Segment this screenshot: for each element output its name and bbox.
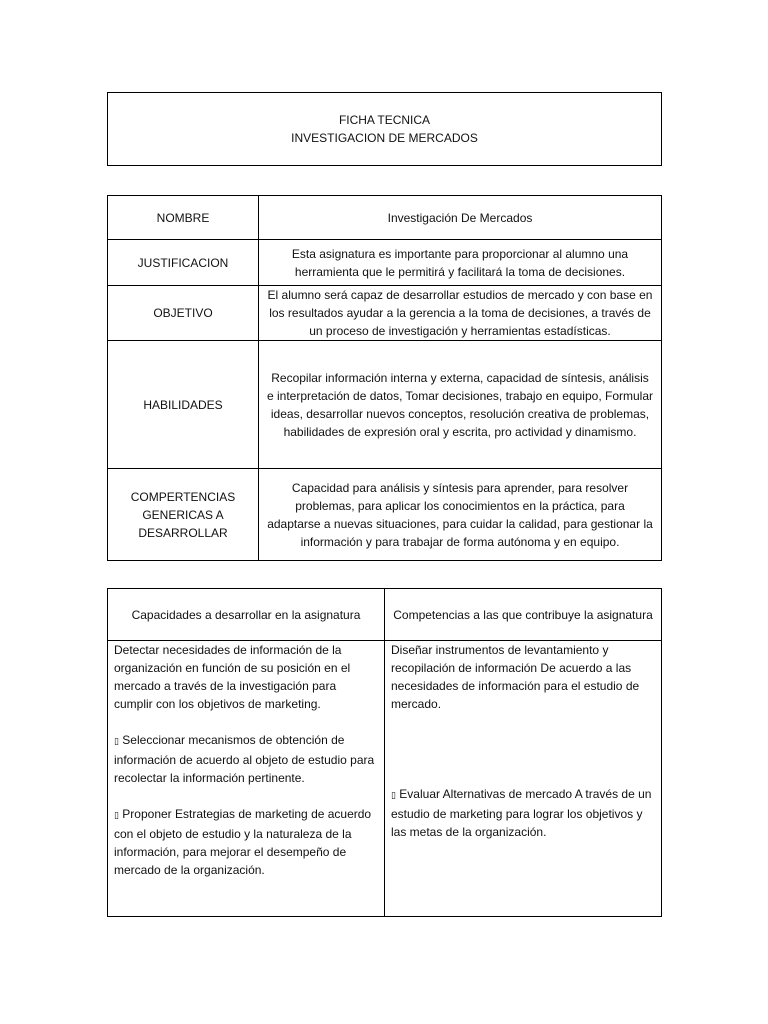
row-label-competencias: COMPERTENCIAS GENERICAS A DESARROLLAR	[108, 469, 259, 561]
table-row	[108, 469, 662, 561]
row-value-habilidades: Recopilar información interna y externa, capacidad de síntesis, análisis e interpretación de datos, Tomar decisiones, trabajo en equipo, Formular ideas, desarrollar nuevos conceptos, resolución creativa de problemas, habilidades de expresión oral y escrita, pro actividad y dinamismo.	[259, 341, 662, 469]
competencias-cell	[385, 641, 662, 917]
table-row	[108, 641, 662, 917]
table-row	[108, 341, 662, 469]
capacities-table	[107, 588, 662, 917]
competency-paragraph: Diseñar instrumentos de levantamiento y recopilación de información De acuerdo a las necesidades de información para el estudio de mercado.	[391, 643, 640, 711]
capacity-paragraph: Detectar necesidades de información de la organización en función de su posición en el mercado a través de la investigación para cumplir con los objetivos de marketing.	[114, 643, 351, 711]
bullet-box-icon: ▯	[391, 791, 396, 801]
row-label-justificacion: JUSTIFICACION	[108, 240, 259, 286]
row-value-nombre: Investigación De Mercados	[259, 196, 662, 240]
capacity-paragraph: ▯ Proponer Estrategias de marketing de acuerdo con el objeto de estudio y la naturaleza de la información, para mejorar el desempeño de mercado de la organización.	[114, 807, 372, 877]
row-label-habilidades: HABILIDADES	[108, 341, 259, 469]
document-title: FICHA TECNICA	[338, 113, 431, 127]
row-value-competencias: Capacidad para análisis y síntesis para aprender, para resolver problemas, para aplicar los conocimientos en la práctica, para adaptarse a nuevas situaciones, para cuidar la calidad, para gestionar la información y para trabajar de forma autónoma y en equipo.	[259, 469, 662, 561]
column-header-capacidades: Capacidades a desarrollar en la asignatura	[108, 589, 385, 641]
row-value-objetivo: El alumno será capaz de desarrollar estudios de mercado y con base en los resultados ayudar a la gerencia a la toma de decisiones, a través de un proceso de investigación y herramientas estadísticas.	[259, 286, 662, 341]
table-row	[108, 196, 662, 240]
row-label-objetivo: OBJETIVO	[108, 286, 259, 341]
row-label-nombre: NOMBRE	[108, 196, 259, 240]
document-subtitle: INVESTIGACION DE MERCADOS	[291, 131, 478, 145]
info-table	[107, 195, 662, 561]
header-box	[107, 92, 662, 166]
capacidades-cell	[108, 641, 385, 917]
row-value-justificacion: Esta asignatura es importante para proporcionar al alumno una herramienta que le permitirá y facilitará la toma de decisiones.	[259, 240, 662, 286]
table-header-row	[108, 589, 662, 641]
competency-paragraph: ▯ Evaluar Alternativas de mercado A través de un estudio de marketing para lograr los objetivos y las metas de la organización.	[391, 787, 652, 839]
table-row	[108, 240, 662, 286]
table-row	[108, 286, 662, 341]
capacity-paragraph: ▯ Seleccionar mecanismos de obtención de información de acuerdo al objeto de estudio para recolectar la información pertinente.	[114, 733, 375, 785]
bullet-box-icon: ▯	[114, 811, 119, 821]
bullet-box-icon: ▯	[114, 737, 119, 747]
column-header-competencias: Competencias a las que contribuye la asignatura	[385, 589, 662, 641]
